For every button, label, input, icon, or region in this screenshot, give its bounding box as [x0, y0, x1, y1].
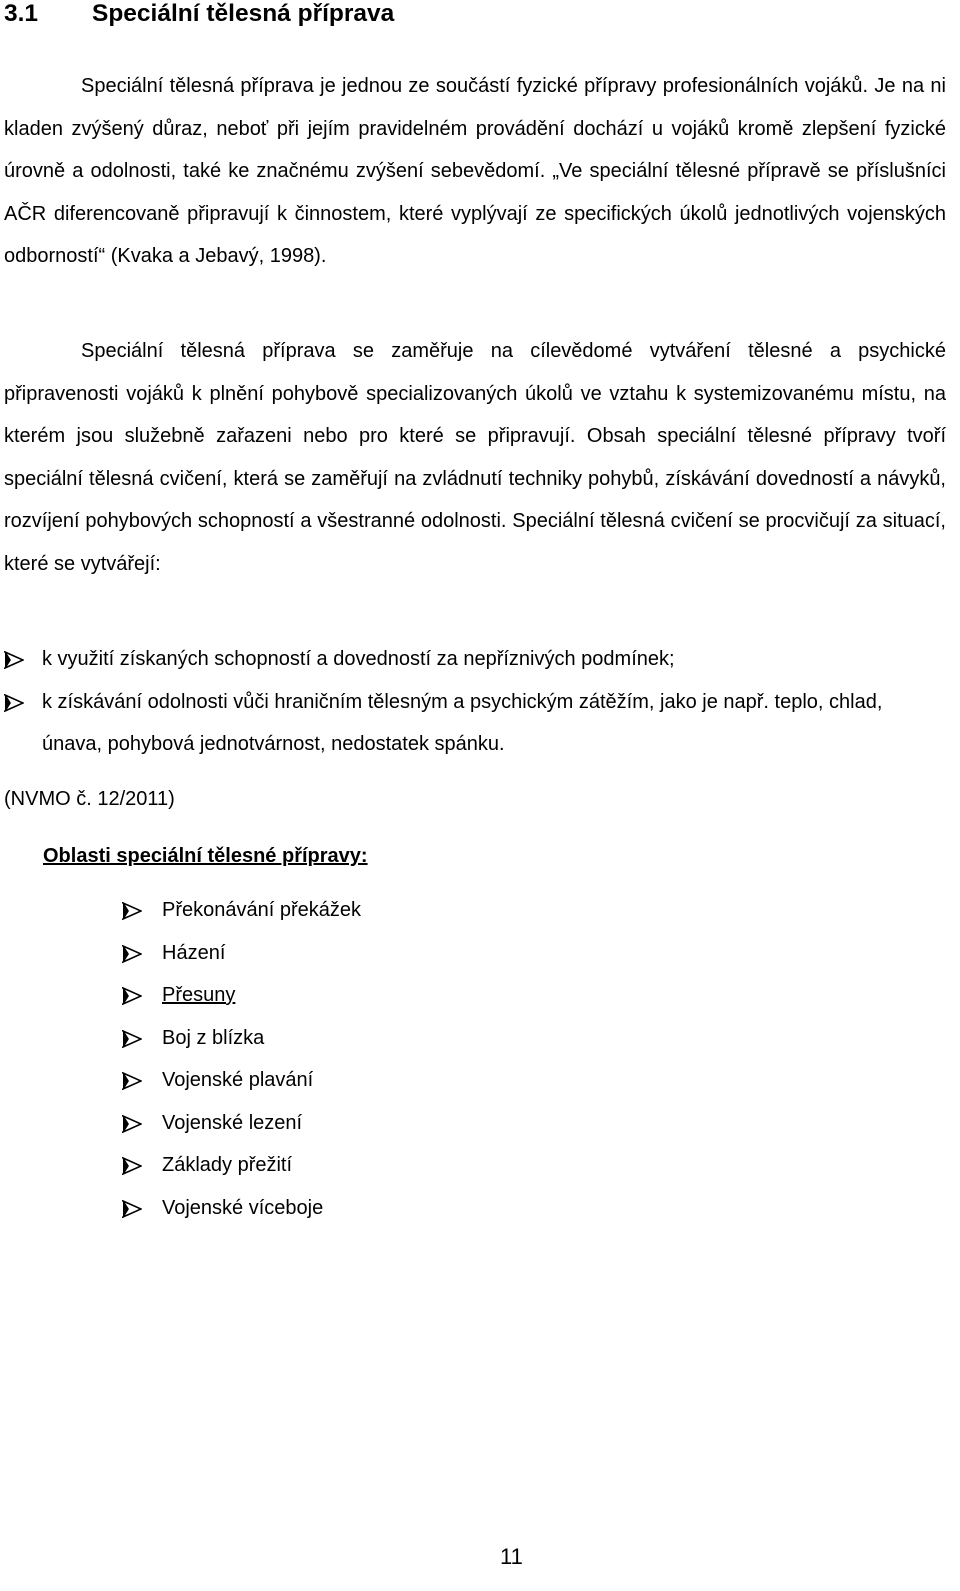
list-item	[122, 974, 722, 1017]
arrowhead-bullet-icon	[122, 1144, 144, 1187]
section-title: Speciální tělesná příprava	[92, 0, 395, 27]
list-item	[4, 681, 946, 766]
list-item-text: Překonávání překážek	[162, 899, 362, 921]
list-item	[122, 1187, 722, 1230]
list-item-text: Vojenské víceboje	[162, 1196, 324, 1219]
list-item	[122, 1102, 722, 1145]
arrowhead-bullet-icon	[122, 889, 144, 932]
source-citation: (NVMO č. 12/2011)	[4, 788, 175, 810]
list-item	[122, 1144, 722, 1187]
list-item-text: k využití získaných schopností a dovedností za nepříznivých podmínek;	[42, 648, 675, 670]
list-item	[122, 932, 722, 975]
section-heading	[4, 0, 394, 32]
list-item	[122, 1059, 722, 1102]
list-item	[122, 1017, 722, 1060]
arrowhead-bullet-icon	[122, 974, 144, 1017]
arrowhead-bullet-icon	[4, 638, 26, 681]
areas-heading: Oblasti speciální tělesné přípravy:	[43, 845, 368, 867]
section-number: 3.1	[4, 0, 39, 27]
arrowhead-bullet-icon	[122, 1059, 144, 1102]
list-item-text: Boj z blízka	[162, 1026, 265, 1049]
situations-list	[4, 638, 946, 766]
list-item-text: Přesuny	[162, 984, 236, 1006]
list-item-text: Základy přežití	[162, 1154, 293, 1176]
list-item-text: Vojenské lezení	[162, 1111, 303, 1134]
list-item-text: k získávání odolnosti vůči hraničním tělesným a psychickým zátěžím, jako je např. teplo, chlad, únava, pohybová jednotvárnost, nedostatek spánku.	[42, 690, 883, 755]
areas-list	[122, 889, 722, 1229]
page-number: 11	[500, 1544, 523, 1569]
arrowhead-bullet-icon	[122, 1017, 144, 1060]
list-item	[4, 638, 946, 681]
paragraph-focus: Speciální tělesná příprava se zaměřuje na cílevědomé vytváření tělesné a psychické připravenosti vojáků k plnění pohybově specializovaných úkolů ve vztahu k systemizovanému místu, na kterém jsou služebně zařazeni nebo pro které se připravují. Obsah speciální tělesné přípravy tvoří speciální tělesná cvičení, která se zaměřují na zvládnutí techniky pohybů, získávání dovedností a návyků, rozvíjení pohybových schopností a všestranné odolnosti. Speciální tělesná cvičení se procvičují za situací, které se vytvářejí:	[4, 340, 946, 575]
paragraph-intro: Speciální tělesná příprava je jednou ze součástí fyzické přípravy profesionálních vojáků. Je na ni kladen zvýšený důraz, neboť při jejím pravidelném provádění dochází u vojáků kromě zlepšení fyzické úrovně a odolnosti, také ke značnému zvýšení sebevědomí. „Ve speciální tělesné přípravě se příslušníci AČR diferencovaně připravují k činnostem, které vyplývají ze specifických úkolů jednotlivých vojenských odborností“ (Kvaka a Jebavý, 1998).	[4, 75, 946, 267]
list-item	[122, 889, 722, 932]
arrowhead-bullet-icon	[122, 1102, 144, 1145]
arrowhead-bullet-icon	[122, 1187, 144, 1230]
list-item-text: Házení	[162, 941, 226, 964]
arrowhead-bullet-icon	[4, 681, 26, 724]
list-item-text: Vojenské plavání	[162, 1069, 314, 1091]
arrowhead-bullet-icon	[122, 932, 144, 975]
